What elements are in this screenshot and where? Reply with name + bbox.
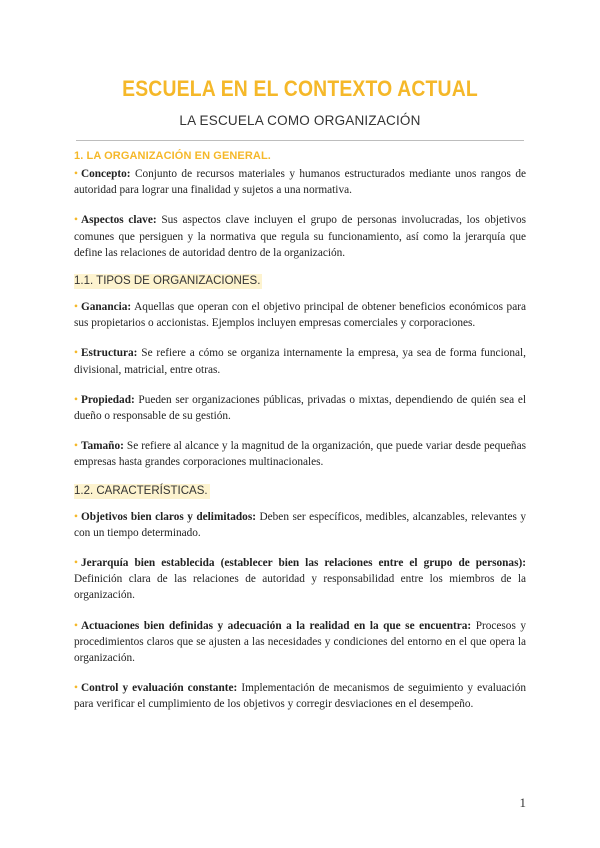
section-heading-text: 1.2. CARACTERÍSTICAS.	[74, 484, 208, 497]
term-label: Control y evaluación constante:	[80, 682, 238, 695]
bullet-icon: •	[74, 168, 78, 180]
bullet-icon: •	[74, 619, 78, 632]
term-label: Objetivos bien claros y delimitados:	[80, 510, 256, 523]
term-label: Concepto:	[80, 168, 131, 180]
bullet-icon: •	[74, 393, 78, 406]
bullet-icon: •	[74, 510, 78, 523]
document-subtitle: LA ESCUELA COMO ORGANIZACIÓN	[179, 113, 421, 128]
bullet-icon: •	[74, 214, 78, 227]
bullet-icon: •	[74, 682, 78, 695]
paragraph-control	[74, 680, 526, 712]
section-heading-caracteristicas	[74, 485, 526, 497]
term-label: Jerarquía bien establecida (establecer bien las relaciones entre el grupo de personas):	[80, 557, 526, 570]
term-label: Aspectos clave:	[80, 214, 157, 227]
term-text: Pueden ser organizaciones públicas, privadas o mixtas, dependiendo de quién sea el dueño o responsable de su gestión.	[74, 393, 526, 423]
bullet-icon: •	[74, 347, 78, 360]
term-text: Se refiere a cómo se organiza internamente la empresa, ya sea de forma funcional, divisional, matricial, entre otras.	[74, 347, 526, 376]
page-number: 1	[519, 795, 526, 810]
term-text: Sus aspectos clave incluyen el grupo de personas involucradas, los objetivos comunes que persiguen y la normativa que regula su funcionamiento, así como la jerarquía que define las relaciones de autoridad dentro de la organización.	[74, 214, 526, 259]
section-heading-tipos	[74, 275, 526, 287]
document-title: ESCUELA EN EL CONTEXTO ACTUAL	[122, 76, 478, 101]
section-heading-text: 1.1. TIPOS DE ORGANIZACIONES.	[74, 275, 261, 288]
title-divider	[76, 140, 524, 141]
paragraph-concepto	[74, 166, 526, 198]
document-body	[74, 150, 526, 727]
paragraph-actuaciones	[74, 618, 526, 667]
term-label: Propiedad:	[80, 393, 135, 406]
term-text: Conjunto de recursos materiales y humanos estructurados mediante unos rangos de autoridad para lograr una finalidad y sujetos a una normativa.	[74, 168, 526, 197]
term-label: Actuaciones bien definidas y adecuación a la realidad en la que se encuentra:	[80, 619, 472, 632]
term-text: Definición clara de las relaciones de autoridad y responsabilidad entre los miembros de la organización.	[74, 573, 526, 602]
bullet-icon: •	[74, 440, 78, 453]
term-text: Se refiere al alcance y la magnitud de la organización, que puede variar desde pequeñas empresas hasta grandes corporaciones multinacionales.	[74, 440, 526, 469]
paragraph-estructura	[74, 345, 526, 377]
bullet-icon: •	[74, 301, 78, 314]
paragraph-tamano	[74, 438, 526, 470]
term-text: Procesos y procedimientos claros que se ajusten a las necesidades y condiciones del entorno en el que opera la organización.	[74, 619, 526, 665]
bullet-icon: •	[74, 557, 78, 570]
paragraph-objetivos	[74, 509, 526, 541]
term-text: Deben ser específicos, medibles, alcanzables, relevantes y con un tiempo determinado.	[74, 510, 526, 539]
term-label: Tamaño:	[80, 440, 124, 453]
paragraph-aspectos-clave	[74, 212, 526, 261]
section-heading-organizacion: 1. LA ORGANIZACIÓN EN GENERAL.	[74, 150, 271, 162]
paragraph-ganancia	[74, 299, 526, 331]
paragraph-jerarquia	[74, 555, 526, 604]
term-text: Implementación de mecanismos de seguimiento y evaluación para verificar el cumplimiento de los objetivos y corregir desviaciones en el desempeño.	[74, 682, 527, 711]
term-text: Aquellas que operan con el objetivo principal de obtener beneficios económicos para sus propietarios o accionistas. Ejemplos incluyen empresas comerciales y corporaciones.	[74, 301, 526, 330]
paragraph-propiedad	[74, 392, 526, 424]
term-label: Ganancia:	[80, 301, 132, 314]
term-label: Estructura:	[80, 347, 138, 360]
